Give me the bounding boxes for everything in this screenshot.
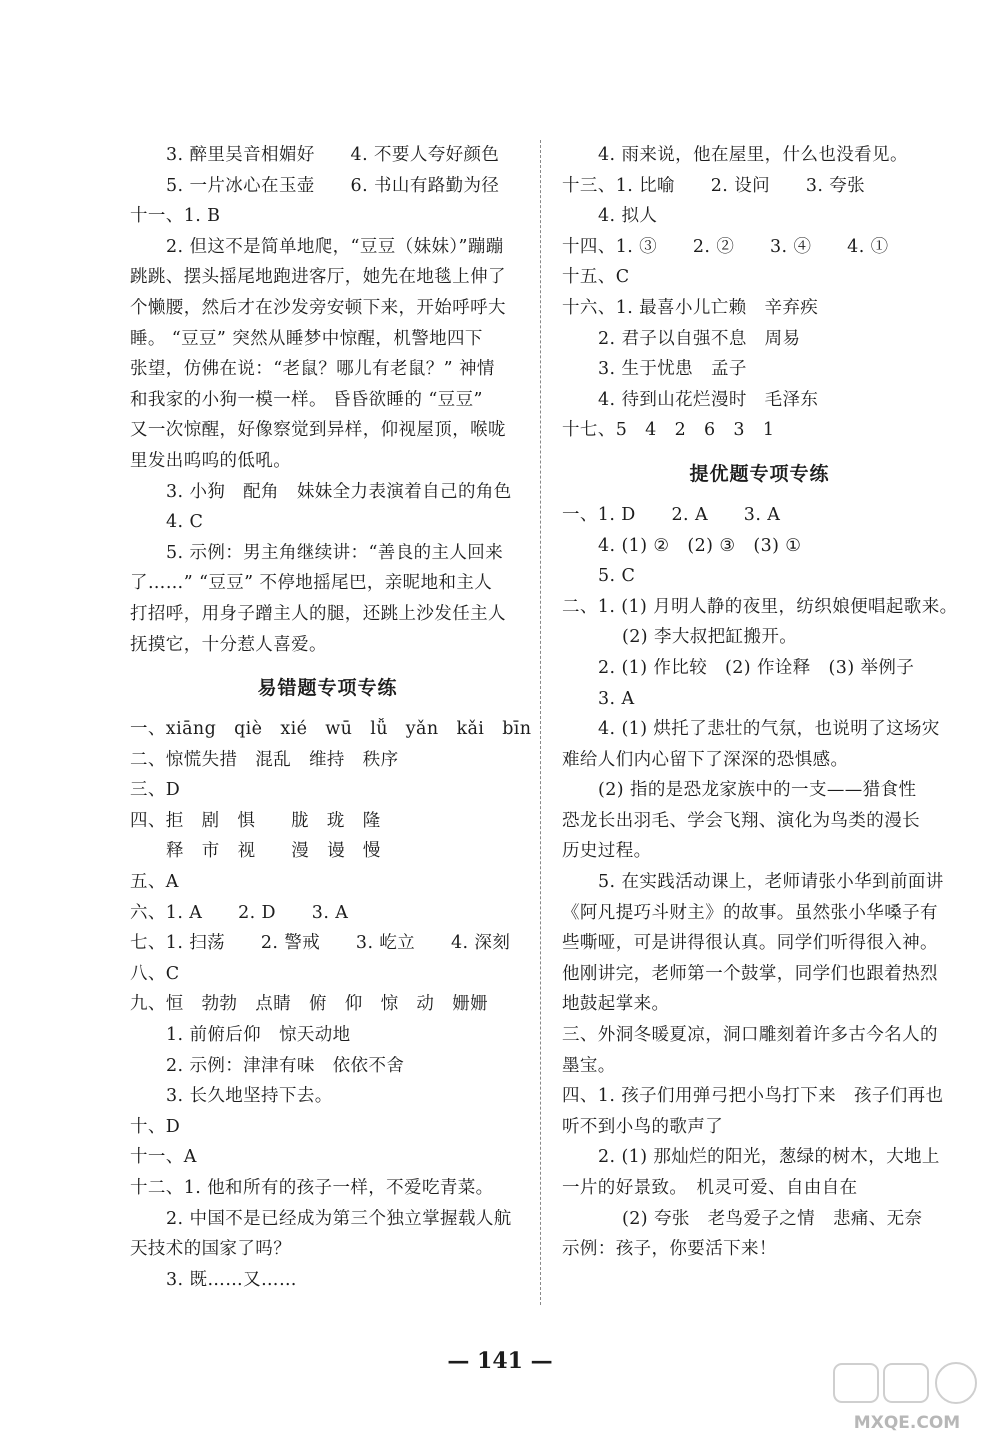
left-answer-line: 5. 示例：男主角继续讲：“善良的主人回来	[166, 542, 504, 563]
right-answer-line: 4. 雨来说，他在屋里，什么也没看见。	[598, 145, 908, 165]
right-column	[562, 140, 957, 1265]
right-answer-line: 2. (1) 那灿烂的阳光，葱绿的树木，大地上	[598, 1147, 940, 1168]
left-answer-line: 五、A	[130, 872, 179, 893]
left-answer-line: 3. 醉里吴音相媚好 4. 不要人夸好颜色	[166, 145, 500, 165]
right-answer-line: 示例：孩子，你要活下来！	[562, 1239, 777, 1260]
right-answer-line: 难给人们内心留下了深深的恐惧感。	[562, 749, 849, 770]
left-answer-line: 抚摸它，十分惹人喜爱。	[130, 634, 327, 655]
right-answer-line: 恐龙长出羽毛、学会飞翔、演化为鸟类的漫长	[562, 810, 920, 831]
right-section-heading: 提优题专项专练	[689, 462, 830, 485]
left-answer-line: 二、惊慌失措 混乱 维持 秩序	[130, 749, 399, 770]
left-answer-line: 2. 但这不是简单地爬，“豆豆（妹妹）”蹦蹦	[166, 236, 504, 257]
right-answer-line: 二、1. (1) 月明人静的夜里，纺织娘便唱起歌来。	[562, 596, 958, 617]
right-answer-line: 十三、1. 比喻 2. 设问 3. 夸张	[562, 175, 866, 196]
left-answer-line: 四、拒 剧 惧 胧 珑 隆	[130, 810, 381, 831]
right-answer-line: 4. (1) ② (2) ③ (3) ①	[598, 535, 802, 556]
right-answer-line: 些嘶哑，可是讲得很认真。同学们听得很入神。	[562, 933, 938, 954]
left-answer-line: 一、xiāng qiè xié wū lǚ yǎn kǎi bīn	[130, 719, 532, 740]
left-answer-line: 释 市 视 漫 谩 慢	[166, 841, 381, 862]
right-answer-line: 听不到小鸟的歌声了	[562, 1116, 724, 1137]
left-answer-line: 三、D	[130, 780, 181, 801]
left-answer-line: 2. 示例：津津有味 依依不舍	[166, 1055, 405, 1076]
watermark-url: MXQE.COM	[853, 1413, 961, 1433]
left-answer-line: 1. 前俯后仰 惊天动地	[166, 1025, 351, 1046]
left-answer-line: 2. 中国不是已经成为第三个独立掌握载人航	[166, 1208, 512, 1229]
right-answer-line: 5. 在实践活动课上，老师请张小华到前面讲	[598, 872, 944, 893]
right-answer-line: 2. 君子以自强不息 周易	[598, 328, 801, 349]
left-answer-line: 又一次惊醒，好像察觉到异样，仰视屋顶，喉咙	[130, 420, 506, 441]
left-answer-line: 和我家的小狗一模一样。 昏昏欲睡的 “豆豆”	[130, 389, 483, 410]
right-answer-line: 地鼓起掌来。	[562, 994, 670, 1015]
left-answer-line: 十、D	[130, 1116, 181, 1137]
right-answer-line: 5. C	[598, 566, 636, 587]
left-answer-line: 里发出呜呜的低吼。	[130, 450, 292, 471]
left-column	[130, 140, 532, 1295]
left-section-heading: 易错题专项专练	[257, 677, 398, 700]
right-answer-line: (2) 夸张 老鸟爱子之情 悲痛、无奈	[622, 1208, 923, 1229]
right-answer-line: 墨宝。	[562, 1055, 616, 1076]
left-answer-line: 了……” “豆豆” 不停地摇尾巴，亲昵地和主人	[130, 573, 493, 594]
left-answer-line: 九、恒 勃勃 点睛 俯 仰 惊 动 姗姗	[130, 994, 488, 1015]
right-answer-line: 他刚讲完，老师第一个鼓掌，同学们也跟着热烈	[562, 963, 938, 984]
right-answer-line: 历史过程。	[562, 841, 652, 862]
right-answer-line: 三、外洞冬暖夏凉，洞口雕刻着许多古今名人的	[562, 1025, 938, 1046]
page-number: — 141 —	[447, 1348, 553, 1374]
left-answer-line: 八、C	[130, 963, 180, 984]
right-answer-line: 《阿凡提巧斗财主》的故事。虽然张小华嗓子有	[562, 902, 938, 923]
right-answer-line: 4. (1) 烘托了悲壮的气氛，也说明了这场灾	[598, 719, 940, 740]
left-answer-line: 十一、1. B	[130, 206, 221, 227]
right-answer-line: (2) 指的是恐龙家族中的一支——猎食性	[598, 780, 917, 801]
left-answer-line: 六、1. A 2. D 3. A	[130, 902, 349, 923]
left-answer-line: 天技术的国家了吗？	[130, 1239, 292, 1260]
right-answer-line: 一、1. D 2. A 3. A	[562, 504, 781, 525]
right-answer-line: (2) 李大叔把缸搬开。	[622, 627, 798, 648]
site-watermark-logo	[832, 1360, 982, 1436]
left-answer-line: 3. 既……又……	[166, 1269, 297, 1290]
left-answer-line: 3. 小狗 配角 妹妹全力表演着自己的角色	[166, 481, 512, 502]
right-answer-line: 十七、5 4 2 6 3 1	[562, 420, 775, 441]
left-answer-line: 睡。 “豆豆” 突然从睡梦中惊醒，机警地四下	[130, 328, 483, 349]
left-answer-line: 3. 长久地坚持下去。	[166, 1086, 333, 1107]
right-answer-line: 3. A	[598, 688, 635, 709]
left-answer-line: 七、1. 扫荡 2. 警戒 3. 屹立 4. 深刻	[130, 933, 511, 954]
left-answer-line: 打招呼，用身子蹭主人的腿，还跳上沙发任主人	[130, 603, 506, 624]
left-answer-line: 4. C	[166, 512, 204, 533]
left-answer-line: 张望，仿佛在说：“老鼠？哪儿有老鼠？” 神情	[130, 359, 495, 380]
right-answer-line: 十六、1. 最喜小儿亡赖 辛弃疾	[562, 297, 819, 318]
right-answer-line: 4. 待到山花烂漫时 毛泽东	[598, 389, 819, 410]
left-answer-line: 5. 一片冰心在玉壶 6. 书山有路勤为径	[166, 175, 500, 196]
right-answer-line: 一片的好景致。 机灵可爱、自由自在	[562, 1178, 858, 1198]
right-answer-line: 十四、1. ③ 2. ② 3. ④ 4. ①	[562, 236, 889, 257]
left-answer-line: 十二、1. 他和所有的孩子一样，不爱吃青菜。	[130, 1178, 494, 1198]
left-answer-line: 十一、A	[130, 1147, 197, 1168]
right-answer-line: 十五、C	[562, 267, 630, 288]
right-answer-line: 3. 生于忧患 孟子	[598, 359, 747, 380]
right-answer-line: 4. 拟人	[598, 206, 658, 227]
column-divider	[540, 140, 541, 1305]
right-answer-line: 2. (1) 作比较 (2) 作诠释 (3) 举例子	[598, 657, 915, 678]
right-answer-line: 四、1. 孩子们用弹弓把小鸟打下来 孩子们再也	[562, 1086, 944, 1107]
left-answer-line: 跳跳、摆头摇尾地跑进客厅，她先在地毯上伸了	[130, 267, 506, 288]
left-answer-line: 个懒腰，然后才在沙发旁安顿下来，开始呼呼大	[130, 297, 506, 318]
